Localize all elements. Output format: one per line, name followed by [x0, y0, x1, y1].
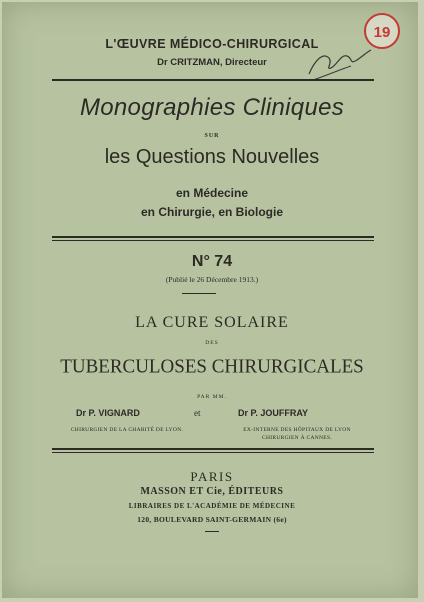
double-rule-bottom-a	[52, 448, 374, 450]
field-line-1: en Médecine	[175, 186, 249, 200]
publisher-city: PARIS	[190, 469, 234, 484]
number-stamp: 19	[364, 13, 400, 49]
series-title: L'ŒUVRE MÉDICO-CHIRURGICAL	[105, 37, 319, 51]
subtitle: les Questions Nouvelles	[104, 146, 320, 168]
publisher-description: LIBRAIRES DE L'ACADÉMIE DE MÉDECINE	[128, 502, 296, 510]
topic-des: DES	[205, 340, 219, 346]
double-rule-bottom-b	[52, 452, 374, 453]
series-director: Dr CRITZMAN, Directeur	[157, 57, 267, 68]
field-line-2: en Chirurgie, en Biologie	[140, 205, 283, 219]
short-rule	[182, 293, 216, 294]
double-rule-top-b	[52, 240, 374, 241]
publisher-name: MASSON ET Cie, ÉDITEURS	[140, 486, 284, 497]
author-2-role-a: EX-INTERNE DES HÔPITAUX DE LYON	[243, 427, 351, 433]
publisher-address: 120, BOULEVARD SAINT-GERMAIN (6e)	[137, 515, 287, 524]
topic-line-1: LA CURE SOLAIRE	[135, 314, 289, 331]
author-2: Dr P. JOUFFRAY	[238, 408, 309, 418]
author-2-role-b: CHIRURGIEN À CANNES.	[261, 435, 332, 441]
end-rule	[205, 531, 219, 532]
author-conjunction: et	[194, 408, 201, 418]
author-1: Dr P. VIGNARD	[76, 408, 140, 418]
publication-date: (Publié le 26 Décembre 1913.)	[165, 275, 259, 284]
top-rule	[52, 79, 374, 81]
author-1-role: CHIRURGIEN DE LA CHARITÉ DE LYON.	[70, 427, 184, 433]
double-rule-top-a	[52, 236, 374, 238]
topic-line-2: TUBERCULOSES CHIRURGICALES	[60, 355, 364, 378]
issue-number: N° 74	[191, 253, 233, 270]
main-title: Monographies Cliniques	[79, 94, 345, 121]
title-sur: SUR	[204, 133, 220, 139]
authors-intro: PAR MM.	[197, 394, 227, 400]
